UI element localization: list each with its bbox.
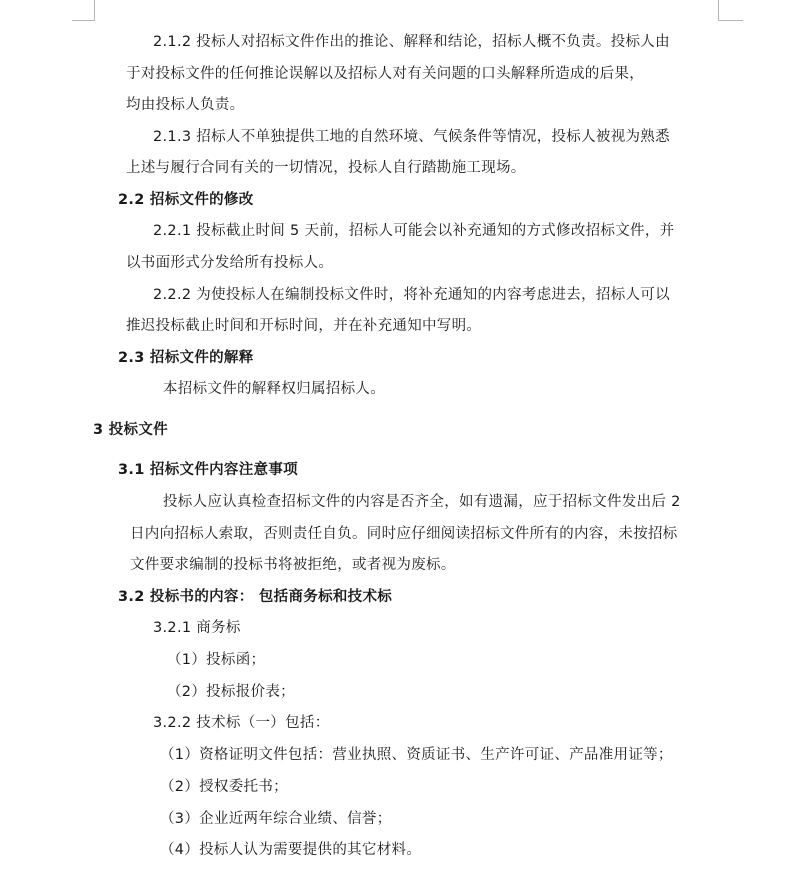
paragraph-2-1-2-line-1: 2.1.2 投标人对招标文件作出的推论、解释和结论，招标人概不负责。投标人由: [153, 34, 670, 50]
heading-2-2: 2.2 招标文件的修改: [118, 192, 254, 208]
page-corner-mark-left: [72, 0, 95, 21]
paragraph-2-2-1-line-1: 2.2.1 投标截止时间 5 天前，招标人可能会以补充通知的方式修改招标文件，并: [153, 223, 675, 239]
paragraph-2-3: 本招标文件的解释权归属招标人。: [163, 381, 385, 397]
paragraph-2-2-2-line-2: 推迟投标截止时间和开标时间，并在补充通知中写明。: [126, 318, 482, 334]
paragraph-3-1-line-3: 文件要求编制的投标书将被拒绝，或者视为废标。: [130, 557, 456, 573]
heading-3-2: 3.2 投标书的内容： 包括商务标和技术标: [118, 589, 393, 605]
heading-3-1: 3.1 招标文件内容注意事项: [118, 462, 298, 478]
paragraph-2-1-2-line-2: 于对投标文件的任何推论误解以及招标人对有关问题的口头解释所造成的后果，: [126, 66, 644, 82]
paragraph-2-2-1-line-2: 以书面形式分发给所有投标人。: [126, 255, 334, 271]
paragraph-2-1-3-line-2: 上述与履行合同有关的一切情况，投标人自行踏勘施工现场。: [126, 160, 526, 176]
paragraph-3-1-line-2: 日内向招标人索取，否则责任自负。同时应仔细阅读招标文件所有的内容，未按招标: [130, 526, 678, 542]
paragraph-2-1-3-line-1: 2.1.3 招标人不单独提供工地的自然环境、气候条件等情况，投标人被视为熟悉: [153, 129, 670, 145]
paragraph-3-1-line-1: 投标人应认真检查招标文件的内容是否齐全，如有遗漏，应于招标文件发出后 2: [163, 494, 681, 510]
subheading-3-2-1: 3.2.1 商务标: [153, 620, 241, 636]
list-item-commercial-2: （2）投标报价表；: [167, 684, 295, 700]
list-item-technical-1: （1）资格证明文件包括：营业执照、资质证书、生产许可证、产品准用证等；: [160, 747, 673, 763]
page-corner-mark-right: [718, 0, 743, 21]
list-item-technical-2: （2）授权委托书；: [160, 779, 288, 795]
paragraph-2-2-2-line-1: 2.2.2 为使投标人在编制投标文件时，将补充通知的内容考虑进去，招标人可以: [153, 287, 670, 303]
heading-3: 3 投标文件: [93, 422, 168, 438]
list-item-technical-3: （3）企业近两年综合业绩、信誉；: [160, 811, 392, 827]
subheading-3-2-2: 3.2.2 技术标（一）包括：: [153, 715, 330, 731]
list-item-commercial-1: （1）投标函；: [167, 652, 266, 668]
heading-2-3: 2.3 招标文件的解释: [118, 350, 254, 366]
list-item-technical-4: （4）投标人认为需要提供的其它材料。: [160, 842, 422, 858]
paragraph-2-1-2-line-3: 均由投标人负责。: [126, 97, 245, 113]
